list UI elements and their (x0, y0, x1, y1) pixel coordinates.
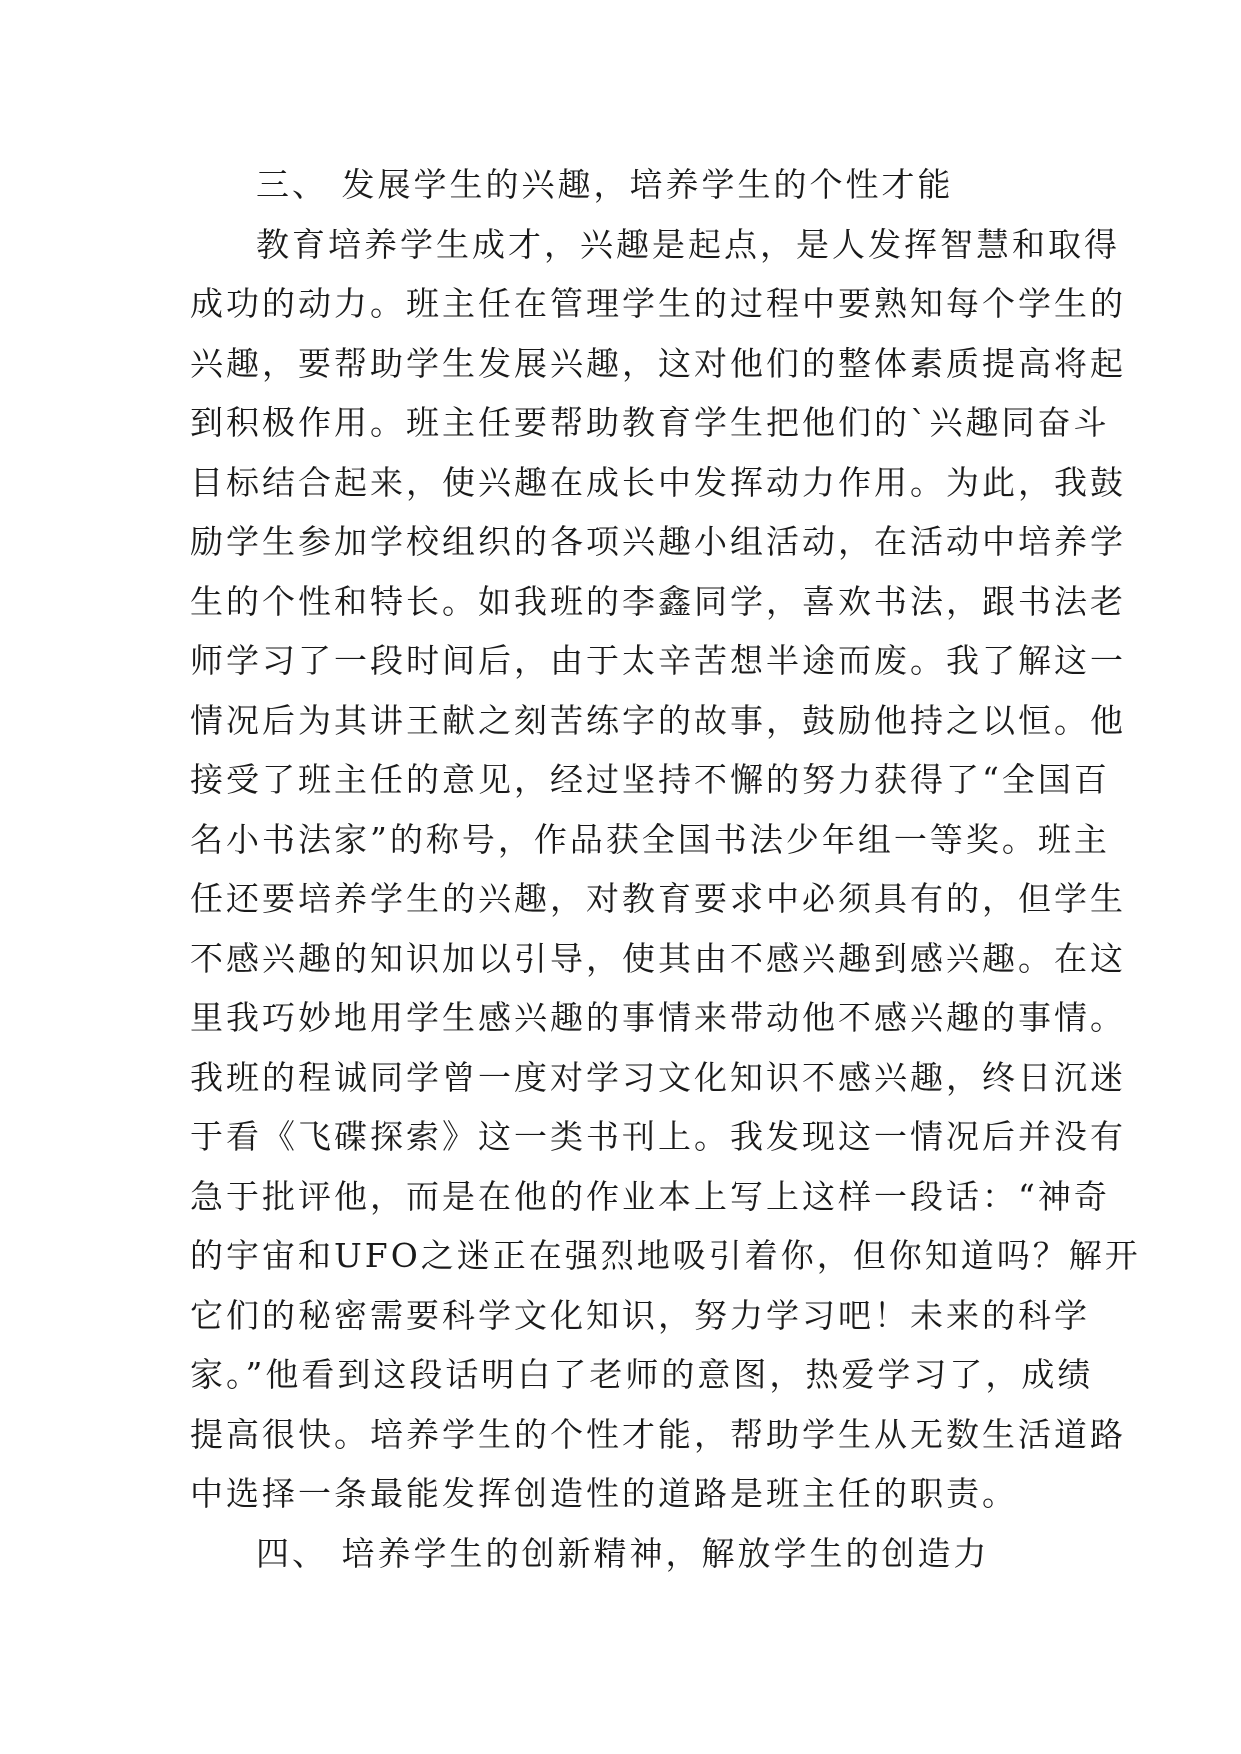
paragraph-line: 接受了班主任的意见，经过坚持不懈的努力获得了“全国百 (190, 760, 1110, 799)
paragraph-line: 成功的动力。班主任在管理学生的过程中要熟知每个学生的 (190, 284, 1126, 323)
paragraph-line: 情况后为其讲王献之刻苦练字的故事，鼓励他持之以恒。他 (190, 700, 1126, 740)
paragraph-line: 中选择一条最能发挥创造性的道路是班主任的职责。 (190, 1474, 1018, 1513)
paragraph-line: 于看《飞碟探索》这一类书刊上。我发现这一情况后并没有 (190, 1117, 1126, 1156)
paragraph-line: 的宇宙和UFO之迷正在强烈地吸引着你，但你知道吗？解开 (190, 1236, 1141, 1275)
paragraph-line: 励学生参加学校组织的各项兴趣小组活动，在活动中培养学 (190, 522, 1126, 561)
paragraph-line: 教育培养学生成才，兴趣是起点，是人发挥智慧和取得 (256, 224, 1120, 264)
paragraph-line: 急于批评他，而是在他的作业本上写上这样一段话：“神奇 (190, 1176, 1110, 1216)
paragraph-line: 目标结合起来，使兴趣在成长中发挥动力作用。为此，我鼓 (190, 462, 1126, 502)
section-heading-4: 四、 培养学生的创新精神，解放学生的创造力 (256, 1533, 990, 1573)
paragraph-line: 师学习了一段时间后，由于太辛苦想半途而废。我了解这一 (190, 641, 1126, 680)
paragraph-line: 兴趣，要帮助学生发展兴趣，这对他们的整体素质提高将起 (190, 343, 1126, 383)
paragraph-line: 到积极作用。班主任要帮助教育学生把他们的`兴趣同奋斗 (190, 403, 1110, 442)
body-text (190, 155, 1141, 1583)
paragraph-line: 我班的程诚同学曾一度对学习文化知识不感兴趣，终日沉迷 (190, 1057, 1126, 1097)
paragraph-line: 不感兴趣的知识加以引导，使其由不感兴趣到感兴趣。在这 (190, 938, 1126, 978)
paragraph-line: 任还要培养学生的兴趣，对教育要求中必须具有的，但学生 (190, 879, 1126, 918)
paragraph-line: 名小书法家”的称号，作品获全国书法少年组一等奖。班主 (190, 819, 1110, 859)
paragraph-line: 里我巧妙地用学生感兴趣的事情来带动他不感兴趣的事情。 (190, 998, 1126, 1037)
paragraph-line: 它们的秘密需要科学文化知识，努力学习吧！未来的科学 (190, 1295, 1090, 1335)
paragraph-line: 生的个性和特长。如我班的李鑫同学，喜欢书法，跟书法老 (190, 581, 1126, 621)
section-heading-3: 三、 发展学生的兴趣，培养学生的个性才能 (256, 165, 954, 204)
paragraph-line: 家。”他看到这段话明白了老师的意图，热爱学习了，成绩 (190, 1355, 1094, 1394)
paragraph-line: 提高很快。培养学生的个性才能，帮助学生从无数生活道路 (190, 1414, 1126, 1454)
